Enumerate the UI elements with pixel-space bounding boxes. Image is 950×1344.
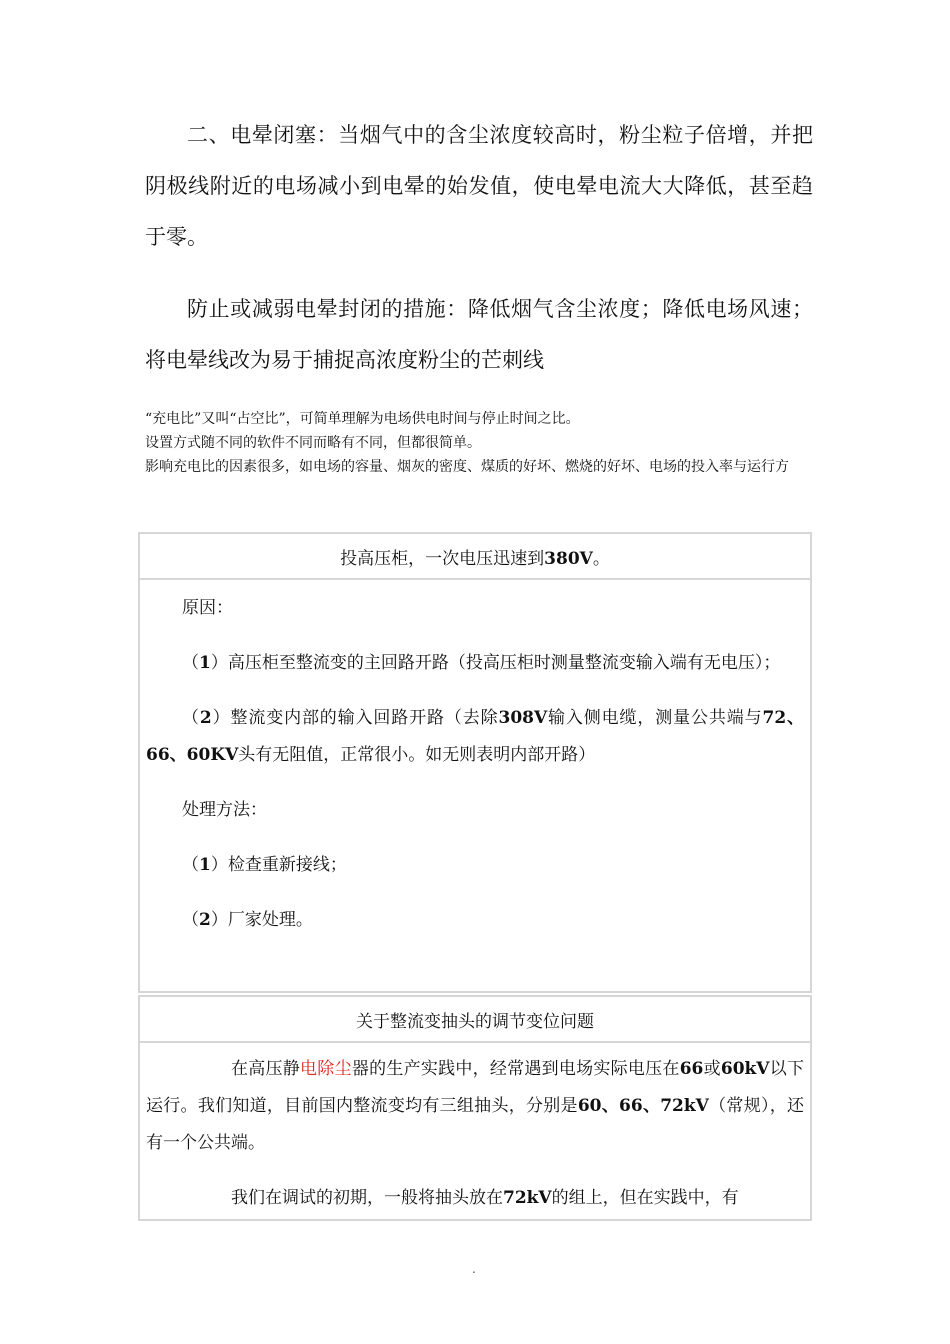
note-line: “充电比”又叫“占空比”，可简单理解为电场供电时间与停止时间之比。 — [145, 411, 580, 427]
table-high-voltage-fault — [138, 532, 812, 993]
paragraph: 我们在调试的初期，一般将抽头放在72kV的组上，但在实践中，有 — [231, 1188, 739, 1208]
method-item: （1）检查重新接线； — [182, 855, 347, 875]
cause-label: 原因： — [182, 598, 233, 618]
paragraph: 在高压静电除尘器的生产实践中，经常遇到电场实际电压在66或60kV以下运行。我们知道，目前国内整流变均有三组抽头，分别是60、66、72kV（常规），还有一个公共端。 — [146, 1059, 805, 1153]
cause-item: （2）整流变内部的输入回路开路（去除308V输入侧电缆，测量公共端与72、66、60KV头有无阻值，正常很小。如无则表明内部开路） — [146, 708, 805, 765]
header-text: 投高压柜，一次电压迅速到380V。 — [340, 548, 610, 569]
table-rectifier-tap — [138, 995, 812, 1221]
paragraph-prevention-measures: 防止或减弱电晕封闭的措施：降低烟气含尘浓度；降低电场风速；将电晕线改为易于捕捉高浓度粉尘的芒刺线 — [145, 297, 813, 372]
notes-block — [145, 407, 813, 479]
note-line: 设置方式随不同的软件不同而略有不同，但都很简单。 — [145, 435, 481, 451]
table-cell — [140, 1051, 810, 1217]
method-item: （2）厂家处理。 — [182, 910, 313, 930]
paragraph-corona-blocking: 二、电晕闭塞：当烟气中的含尘浓度较高时，粉尘粒子倍增，并把阴极线附近的电场减小到电晕的始发值，使电晕电流大大降低，甚至趋于零。 — [145, 123, 813, 249]
table-header: 关于整流变抽头的调节变位问题 — [140, 997, 810, 1043]
table-cell — [140, 590, 810, 939]
cause-item: （1）高压柜至整流变的主回路开路（投高压柜时测量整流变输入端有无电压）； — [182, 653, 781, 673]
method-label: 处理方法： — [182, 800, 267, 820]
footer-mark: . — [472, 1262, 476, 1276]
link-electrostatic-precipitator[interactable]: 电除尘 — [300, 1059, 352, 1079]
table-header — [140, 534, 810, 580]
note-line: 影响充电比的因素很多，如电场的容量、烟灰的密度、煤质的好坏、燃烧的好坏、电场的投入率与运行方 — [145, 459, 789, 475]
